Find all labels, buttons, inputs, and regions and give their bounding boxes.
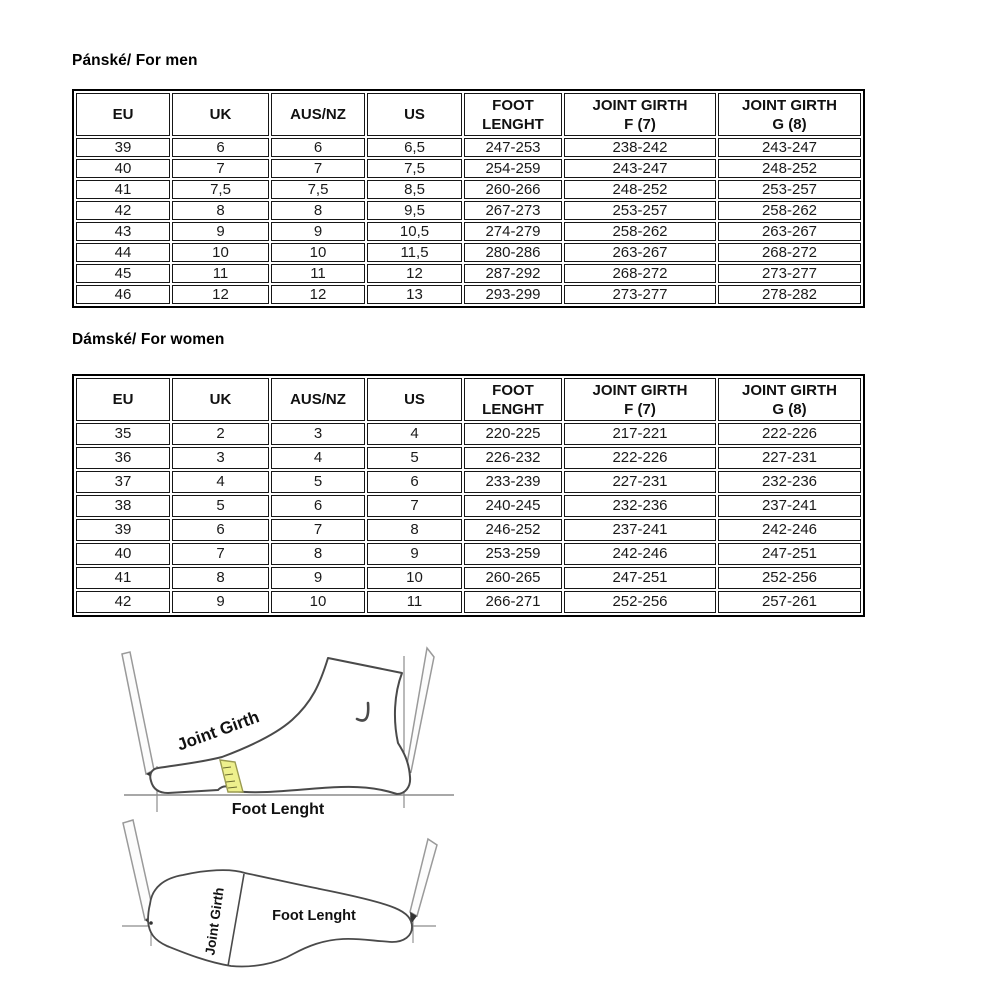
table-cell: 7 <box>172 159 269 178</box>
table-cell: 8 <box>271 201 365 220</box>
table-cell: 226-232 <box>464 447 562 469</box>
men-table-header <box>76 93 861 136</box>
table-cell: 9 <box>172 222 269 241</box>
column-header: JOINT GIRTH G (8) <box>718 93 861 136</box>
table-cell: 258-262 <box>564 222 716 241</box>
side-foot-length-label: Foot Lenght <box>231 801 325 818</box>
table-cell: 253-257 <box>564 201 716 220</box>
table-cell: 253-259 <box>464 543 562 565</box>
table-cell: 41 <box>76 567 170 589</box>
top-joint-girth-label: Joint Girth <box>202 886 227 957</box>
table-cell: 10 <box>271 243 365 262</box>
side-joint-girth-label: Joint Girth <box>174 707 262 755</box>
table-cell: 248-252 <box>564 180 716 199</box>
table-cell: 243-247 <box>564 159 716 178</box>
table-row <box>76 159 861 178</box>
table-cell: 252-256 <box>564 591 716 613</box>
table-cell: 42 <box>76 201 170 220</box>
table-cell: 6 <box>367 471 462 493</box>
table-cell: 40 <box>76 159 170 178</box>
table-cell: 8 <box>367 519 462 541</box>
table-cell: 227-231 <box>718 447 861 469</box>
foot-top-view-diagram <box>94 818 462 980</box>
table-row <box>76 519 861 541</box>
men-section-title: Pánské/ For men <box>72 52 198 69</box>
table-cell: 243-247 <box>718 138 861 157</box>
table-cell: 227-231 <box>564 471 716 493</box>
table-cell: 242-246 <box>564 543 716 565</box>
table-cell: 2 <box>172 423 269 445</box>
table-cell: 7 <box>367 495 462 517</box>
column-header: FOOT LENGHT <box>464 93 562 136</box>
table-cell: 10 <box>271 591 365 613</box>
table-cell: 3 <box>271 423 365 445</box>
table-cell: 248-252 <box>718 159 861 178</box>
table-cell: 37 <box>76 471 170 493</box>
table-row <box>76 447 861 469</box>
table-cell: 266-271 <box>464 591 562 613</box>
column-header: JOINT GIRTH F (7) <box>564 378 716 421</box>
right-pencil <box>410 839 437 916</box>
table-cell: 257-261 <box>718 591 861 613</box>
table-cell: 8 <box>172 201 269 220</box>
table-row <box>76 264 861 283</box>
table-row <box>76 543 861 565</box>
table-cell: 6 <box>271 495 365 517</box>
women-table-body <box>76 423 861 613</box>
column-header: EU <box>76 93 170 136</box>
table-cell: 253-257 <box>718 180 861 199</box>
table-cell: 5 <box>172 495 269 517</box>
table-cell: 4 <box>367 423 462 445</box>
table-cell: 254-259 <box>464 159 562 178</box>
left-measuring-stick <box>122 652 154 774</box>
table-cell: 232-236 <box>564 495 716 517</box>
table-cell: 10,5 <box>367 222 462 241</box>
table-cell: 247-251 <box>564 567 716 589</box>
table-row <box>76 285 861 304</box>
table-cell: 39 <box>76 138 170 157</box>
table-row <box>76 180 861 199</box>
table-cell: 8 <box>271 543 365 565</box>
heel-point-dot <box>149 921 153 925</box>
table-cell: 10 <box>367 567 462 589</box>
table-cell: 273-277 <box>564 285 716 304</box>
table-cell: 237-241 <box>564 519 716 541</box>
table-cell: 46 <box>76 285 170 304</box>
table-cell: 6 <box>271 138 365 157</box>
table-cell: 35 <box>76 423 170 445</box>
table-cell: 7 <box>271 159 365 178</box>
table-cell: 268-272 <box>564 264 716 283</box>
table-cell: 44 <box>76 243 170 262</box>
table-cell: 6 <box>172 519 269 541</box>
table-cell: 233-239 <box>464 471 562 493</box>
table-cell: 293-299 <box>464 285 562 304</box>
table-cell: 10 <box>172 243 269 262</box>
table-cell: 7 <box>271 519 365 541</box>
table-cell: 8 <box>172 567 269 589</box>
table-cell: 9 <box>271 222 365 241</box>
women-section-title: Dámské/ For women <box>72 331 225 348</box>
table-cell: 3 <box>172 447 269 469</box>
column-header: UK <box>172 378 269 421</box>
table-cell: 43 <box>76 222 170 241</box>
table-cell: 11 <box>271 264 365 283</box>
table-cell: 287-292 <box>464 264 562 283</box>
column-header: AUS/NZ <box>271 378 365 421</box>
header-row <box>76 378 861 421</box>
table-cell: 9 <box>271 567 365 589</box>
header-row <box>76 93 861 136</box>
table-cell: 222-226 <box>718 423 861 445</box>
table-cell: 6,5 <box>367 138 462 157</box>
table-cell: 6 <box>172 138 269 157</box>
toe-point-dot <box>410 915 414 919</box>
table-cell: 9 <box>172 591 269 613</box>
table-row <box>76 201 861 220</box>
table-cell: 240-245 <box>464 495 562 517</box>
table-cell: 40 <box>76 543 170 565</box>
table-cell: 220-225 <box>464 423 562 445</box>
right-measuring-stick <box>406 648 434 772</box>
table-cell: 8,5 <box>367 180 462 199</box>
column-header: AUS/NZ <box>271 93 365 136</box>
column-header: JOINT GIRTH F (7) <box>564 93 716 136</box>
table-cell: 12 <box>271 285 365 304</box>
table-cell: 9 <box>367 543 462 565</box>
table-cell: 7,5 <box>367 159 462 178</box>
table-cell: 273-277 <box>718 264 861 283</box>
column-header: EU <box>76 378 170 421</box>
table-cell: 217-221 <box>564 423 716 445</box>
column-header: JOINT GIRTH G (8) <box>718 378 861 421</box>
table-cell: 222-226 <box>564 447 716 469</box>
table-cell: 4 <box>172 471 269 493</box>
table-cell: 258-262 <box>718 201 861 220</box>
table-cell: 263-267 <box>718 222 861 241</box>
women-table-header <box>76 378 861 421</box>
table-cell: 232-236 <box>718 471 861 493</box>
men-size-table <box>72 89 865 308</box>
foot-side-view-diagram <box>106 644 462 822</box>
table-cell: 13 <box>367 285 462 304</box>
table-cell: 267-273 <box>464 201 562 220</box>
table-cell: 247-251 <box>718 543 861 565</box>
column-header: UK <box>172 93 269 136</box>
table-cell: 4 <box>271 447 365 469</box>
table-cell: 11 <box>367 591 462 613</box>
table-cell: 242-246 <box>718 519 861 541</box>
table-cell: 280-286 <box>464 243 562 262</box>
table-row <box>76 423 861 445</box>
column-header: US <box>367 93 462 136</box>
table-cell: 7 <box>172 543 269 565</box>
table-cell: 5 <box>271 471 365 493</box>
table-cell: 263-267 <box>564 243 716 262</box>
table-cell: 7,5 <box>172 180 269 199</box>
table-cell: 252-256 <box>718 567 861 589</box>
men-table-body <box>76 138 861 304</box>
table-row <box>76 138 861 157</box>
table-cell: 41 <box>76 180 170 199</box>
women-size-table <box>72 374 865 617</box>
table-cell: 278-282 <box>718 285 861 304</box>
table-row <box>76 567 861 589</box>
foot-side-outline <box>150 658 410 794</box>
table-cell: 12 <box>172 285 269 304</box>
table-cell: 5 <box>367 447 462 469</box>
table-cell: 7,5 <box>271 180 365 199</box>
table-cell: 38 <box>76 495 170 517</box>
table-cell: 246-252 <box>464 519 562 541</box>
table-row <box>76 222 861 241</box>
table-cell: 260-265 <box>464 567 562 589</box>
table-cell: 45 <box>76 264 170 283</box>
column-header: US <box>367 378 462 421</box>
table-cell: 42 <box>76 591 170 613</box>
table-cell: 11 <box>172 264 269 283</box>
table-cell: 238-242 <box>564 138 716 157</box>
table-cell: 237-241 <box>718 495 861 517</box>
top-foot-length-label: Foot Lenght <box>272 908 356 924</box>
table-row <box>76 243 861 262</box>
table-cell: 39 <box>76 519 170 541</box>
table-cell: 274-279 <box>464 222 562 241</box>
table-row <box>76 591 861 613</box>
table-cell: 247-253 <box>464 138 562 157</box>
table-cell: 12 <box>367 264 462 283</box>
table-cell: 260-266 <box>464 180 562 199</box>
column-header: FOOT LENGHT <box>464 378 562 421</box>
table-cell: 11,5 <box>367 243 462 262</box>
table-cell: 36 <box>76 447 170 469</box>
table-cell: 268-272 <box>718 243 861 262</box>
table-row <box>76 471 861 493</box>
table-row <box>76 495 861 517</box>
table-cell: 9,5 <box>367 201 462 220</box>
